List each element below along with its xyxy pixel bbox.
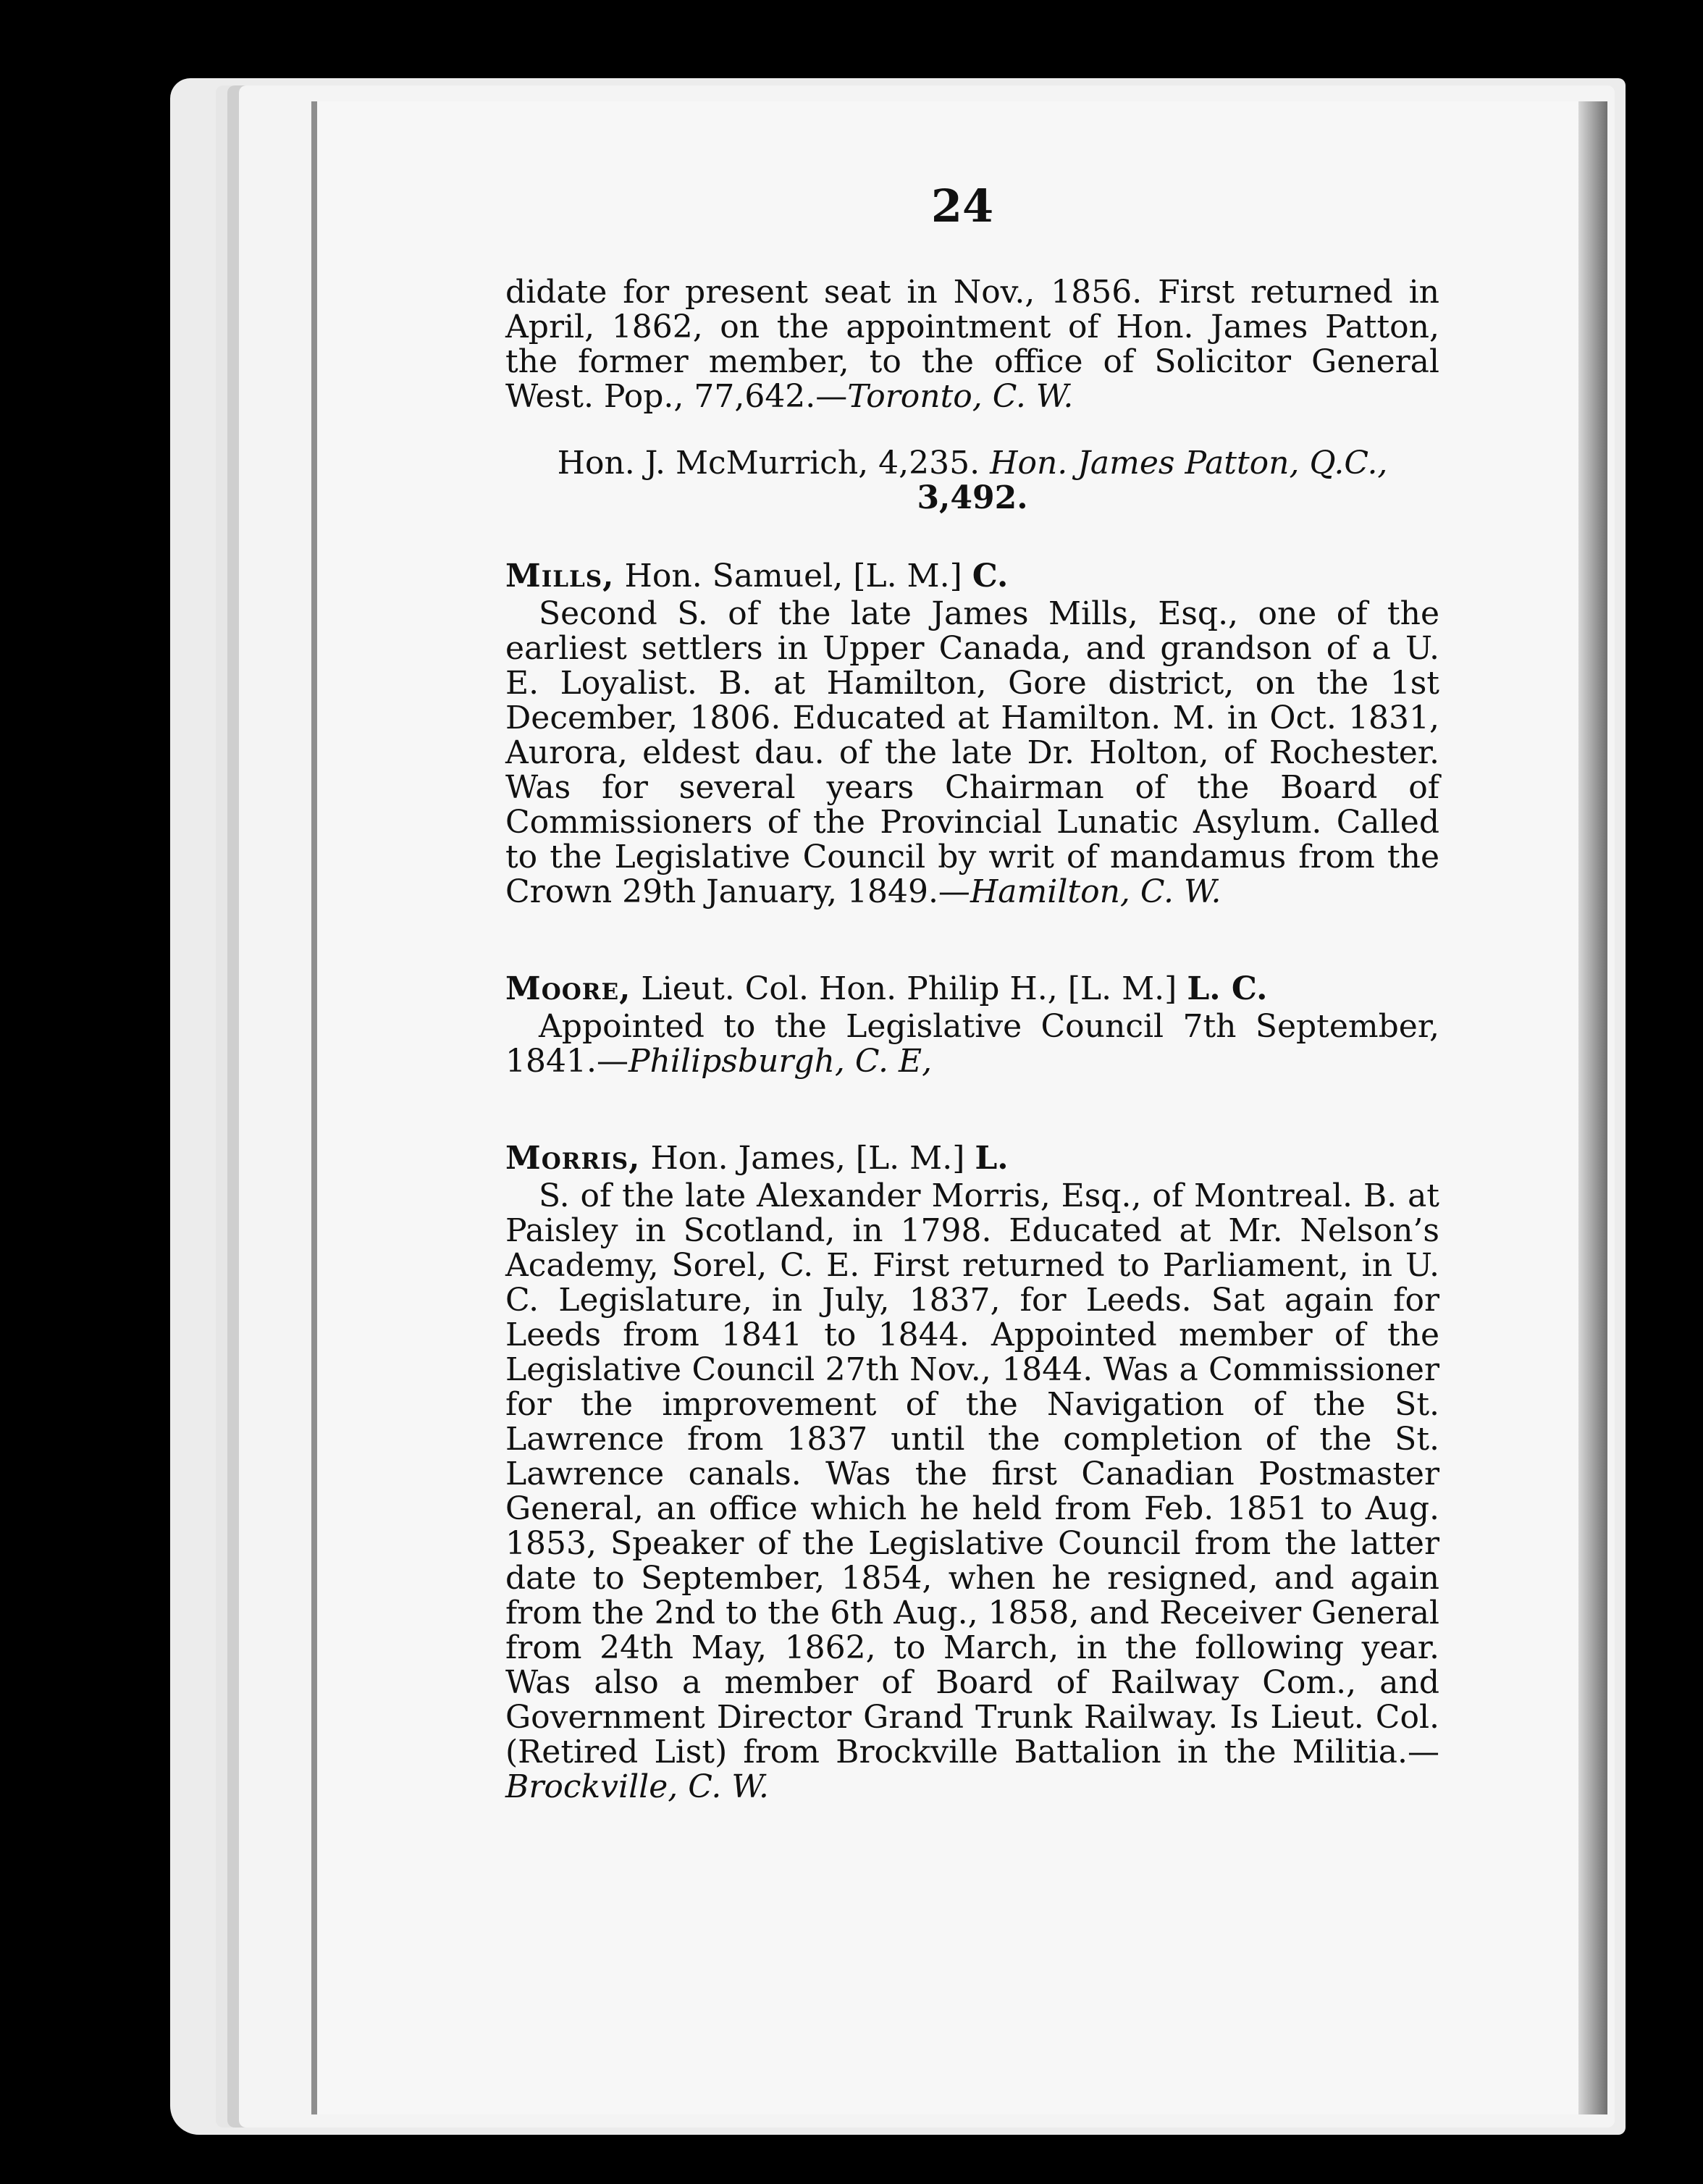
biography-entry-moore [505,972,1439,1079]
continuation-paragraph [505,275,1439,414]
entry-place: Hamilton, C. W. [970,873,1221,910]
entry-surname: Moore, [505,970,631,1007]
page-content [505,275,1439,1805]
entry-name: Hon. Samuel, [L. M.] [614,558,972,595]
entry-heading [505,972,1439,1007]
entry-name: Lieut. Col. Hon. Philip H., [L. M.] [631,970,1187,1007]
election-loser: Hon. James Patton, Q.C., [990,445,1388,482]
page-gutter-shadow [1578,101,1607,2114]
entry-heading [505,559,1439,594]
continuation-text: didate for present seat in Nov., 1856. First returned in April, 1862, on the appointment of Hon. James Patton, the former member, to the office of Solicitor General West. Pop., 77,642.— [505,274,1439,415]
entry-biography [505,1009,1439,1079]
entry-place: Brockville, C. W. [505,1768,769,1805]
biography-entry-mills [505,559,1439,910]
entry-bio-text: Second S. of the late James Mills, Esq., one of the earliest settlers in Upper Canada, and grandson of a U. E. Loyalist. B. at Hamilton, Gore district, on the 1st December, 1806. Educated at Hamilton. M. in Oct. 1831, Aurora, eldest dau. of the late Dr. Holton, of Rochester. Was for several years Chairman of the Board of Commissioners of the Provincial Lunatic Asylum. Called to the Legislative Council by writ of mandamus from the Crown 29th January, 1849.— [505,595,1439,910]
election-loser-votes: 3,492. [917,479,1028,516]
entry-biography [505,597,1439,910]
entry-heading [505,1141,1439,1176]
entry-place: Philipsburgh, C. E, [628,1043,933,1080]
entry-party: L. [975,1140,1009,1177]
entry-surname: Mills, [505,558,615,595]
book-page [311,101,1607,2114]
entry-biography [505,1179,1439,1805]
entry-bio-text: S. of the late Alexander Morris, Esq., of Montreal. B. at Paisley in Scotland, in 1798. Educated at Mr. Nelson’s Academy, Sorel, C. E. First returned to Parliament, in U. C. Legislature, in July, 1837, for Leeds. Sat again for Leeds from 1841 to 1844. Appointed member of the Legislative Council 27th Nov., 1844. Was a Commissioner for the improvement of the Navigation of the St. Lawrence from 1837 until the completion of the St. Lawrence canals. Was the first Canadian Postmaster General, an office which he held from Feb. 1851 to Aug. 1853, Speaker of the Legislative Council from the latter date to September, 1854, when he resigned, and again from the 2nd to the 6th Aug., 1858, and Receiver General from 24th May, 1862, to March, in the following year. Was also a member of Board of Railway Com., and Government Director Grand Trunk Railway. Is Lieut. Col. (Retired List) from Brockville Battalion in the Militia.— [505,1177,1439,1771]
entry-name: Hon. James, [L. M.] [640,1140,975,1177]
election-result [505,446,1439,516]
biography-entry-morris [505,1141,1439,1805]
election-winner: Hon. J. McMurrich, 4,235. [557,445,980,482]
entry-surname: Morris, [505,1140,641,1177]
page-number: 24 [930,180,994,232]
continuation-place: Toronto, C. W. [847,378,1074,415]
entry-party: L. C. [1187,970,1268,1007]
entry-bio-text: Appointed to the Legislative Council 7th September, 1841.— [505,1008,1439,1080]
entry-party: C. [972,558,1009,595]
